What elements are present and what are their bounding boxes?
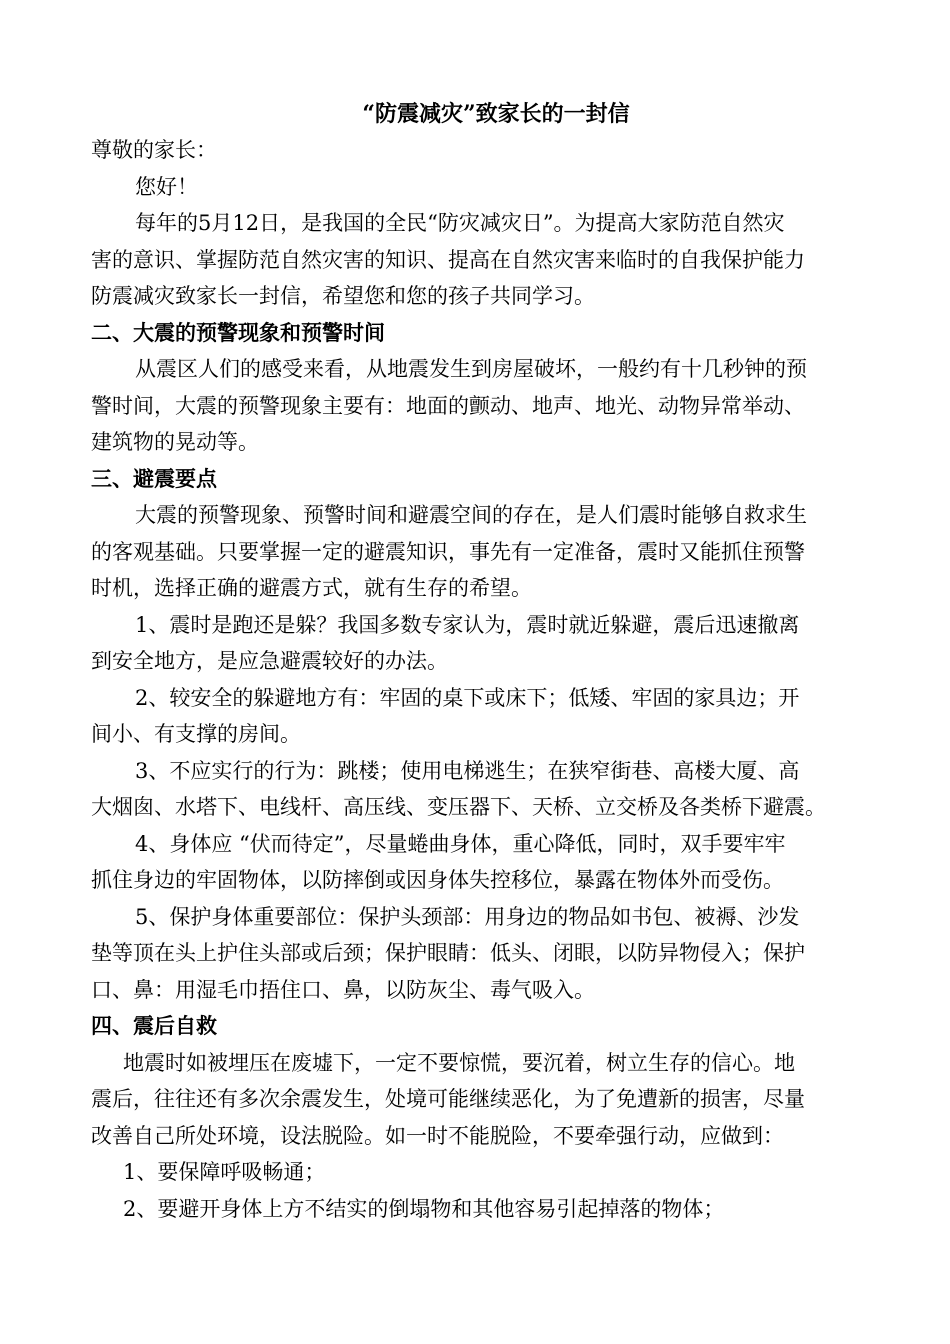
salutation: 尊敬的家长： <box>91 138 217 162</box>
point-3 <box>91 753 861 826</box>
paragraph-line: 防震减灾致家长一封信，希望您和您的孩子共同学习。 <box>91 284 595 308</box>
section-3-paragraph <box>91 497 861 607</box>
paragraph-line: 的客观基础。只要掌握一定的避震知识，事先有一定准备，震时又能抓住预警 <box>91 539 805 564</box>
paragraph-line: 警时间，大震的预警现象主要有：地面的颤动、地声、地光、动物异常举动、 <box>91 393 805 418</box>
paragraph-line: 地震时如被埋压在废墟下，一定不要惊慌，要沉着，树立生存的信心。地 <box>123 1050 795 1075</box>
list-item: 2、要避开身体上方不结实的倒塌物和其他容易引起掉落的物体； <box>123 1196 725 1221</box>
point-1 <box>91 607 861 680</box>
intro-paragraph <box>91 205 861 315</box>
paragraph-line: 3、不应实行的行为：跳楼；使用电梯逃生；在狭窄街巷、高楼大厦、高 <box>135 758 800 783</box>
paragraph-line: 改善自己所处环境，设法脱险。如一时不能脱险，不要牵强行动，应做到： <box>91 1123 784 1148</box>
point-4 <box>91 826 861 899</box>
section-heading-4: 四、震后自救 <box>91 1013 217 1038</box>
list-item: 1、要保障呼吸畅通； <box>123 1160 326 1184</box>
paragraph-line: 从震区人们的感受来看，从地震发生到房屋破坏，一般约有十几秒钟的预 <box>135 357 807 381</box>
paragraph-line: 5、保护身体重要部位：保护头颈部：用身边的物品如书包、被褥、沙发 <box>135 904 800 929</box>
point-5 <box>91 899 861 1009</box>
paragraph-line: 抓住身边的牢固物体，以防摔倒或因身体失控移位，暴露在物体外而受伤。 <box>91 868 784 892</box>
point-2 <box>91 680 861 753</box>
section-heading-3: 三、避震要点 <box>91 465 217 491</box>
paragraph-line: 每年的5月12日，是我国的全民“防灾减灾日”。为提高大家防范自然灾 <box>135 211 785 235</box>
paragraph-line: 大烟囱、水塔下、电线杆、高压线、变压器下、天桥、立交桥及各类桥下避震。 <box>91 795 826 819</box>
paragraph-line: 震后，往往还有多次余震发生，处境可能继续恶化，为了免遭新的损害，尽量 <box>91 1087 805 1111</box>
paragraph-line: 到安全地方，是应急避震较好的办法。 <box>91 649 448 673</box>
paragraph-line: 害的意识、掌握防范自然灾害的知识、提高在自然灾害来临时的自我保护能力 <box>91 247 805 272</box>
section-2-paragraph <box>91 351 861 461</box>
paragraph-line: 2、较安全的躲避地方有：牢固的桌下或床下；低矮、牢固的家具边；开 <box>135 685 800 710</box>
paragraph-line: 4、身体应 “伏而待定”，尽量蜷曲身体，重心降低，同时，双手要牢牢 <box>135 831 786 856</box>
section-4-paragraph <box>91 1045 861 1155</box>
paragraph-line: 时机，选择正确的避震方式，就有生存的希望。 <box>91 576 532 600</box>
paragraph-line: 建筑物的晃动等。 <box>91 430 259 454</box>
section-heading-2: 二、大震的预警现象和预警时间 <box>91 319 385 345</box>
letter-page <box>91 96 861 1227</box>
paragraph-line: 1、震时是跑还是躲？我国多数专家认为，震时就近躲避，震后迅速撤离 <box>135 612 800 637</box>
paragraph-line: 垫等顶在头上护住头部或后颈；保护眼睛：低头、闭眼，以防异物侵入；保护 <box>91 941 805 965</box>
page-title: “防震减灾”致家长的一封信 <box>362 101 630 127</box>
paragraph-line: 口、鼻：用湿毛巾捂住口、鼻，以防灰尘、毒气吸入。 <box>91 977 595 1002</box>
greeting: 您好！ <box>135 174 198 199</box>
paragraph-line: 大震的预警现象、预警时间和避震空间的存在，是人们震时能够自救求生 <box>135 503 807 527</box>
paragraph-line: 间小、有支撑的房间。 <box>91 722 301 746</box>
